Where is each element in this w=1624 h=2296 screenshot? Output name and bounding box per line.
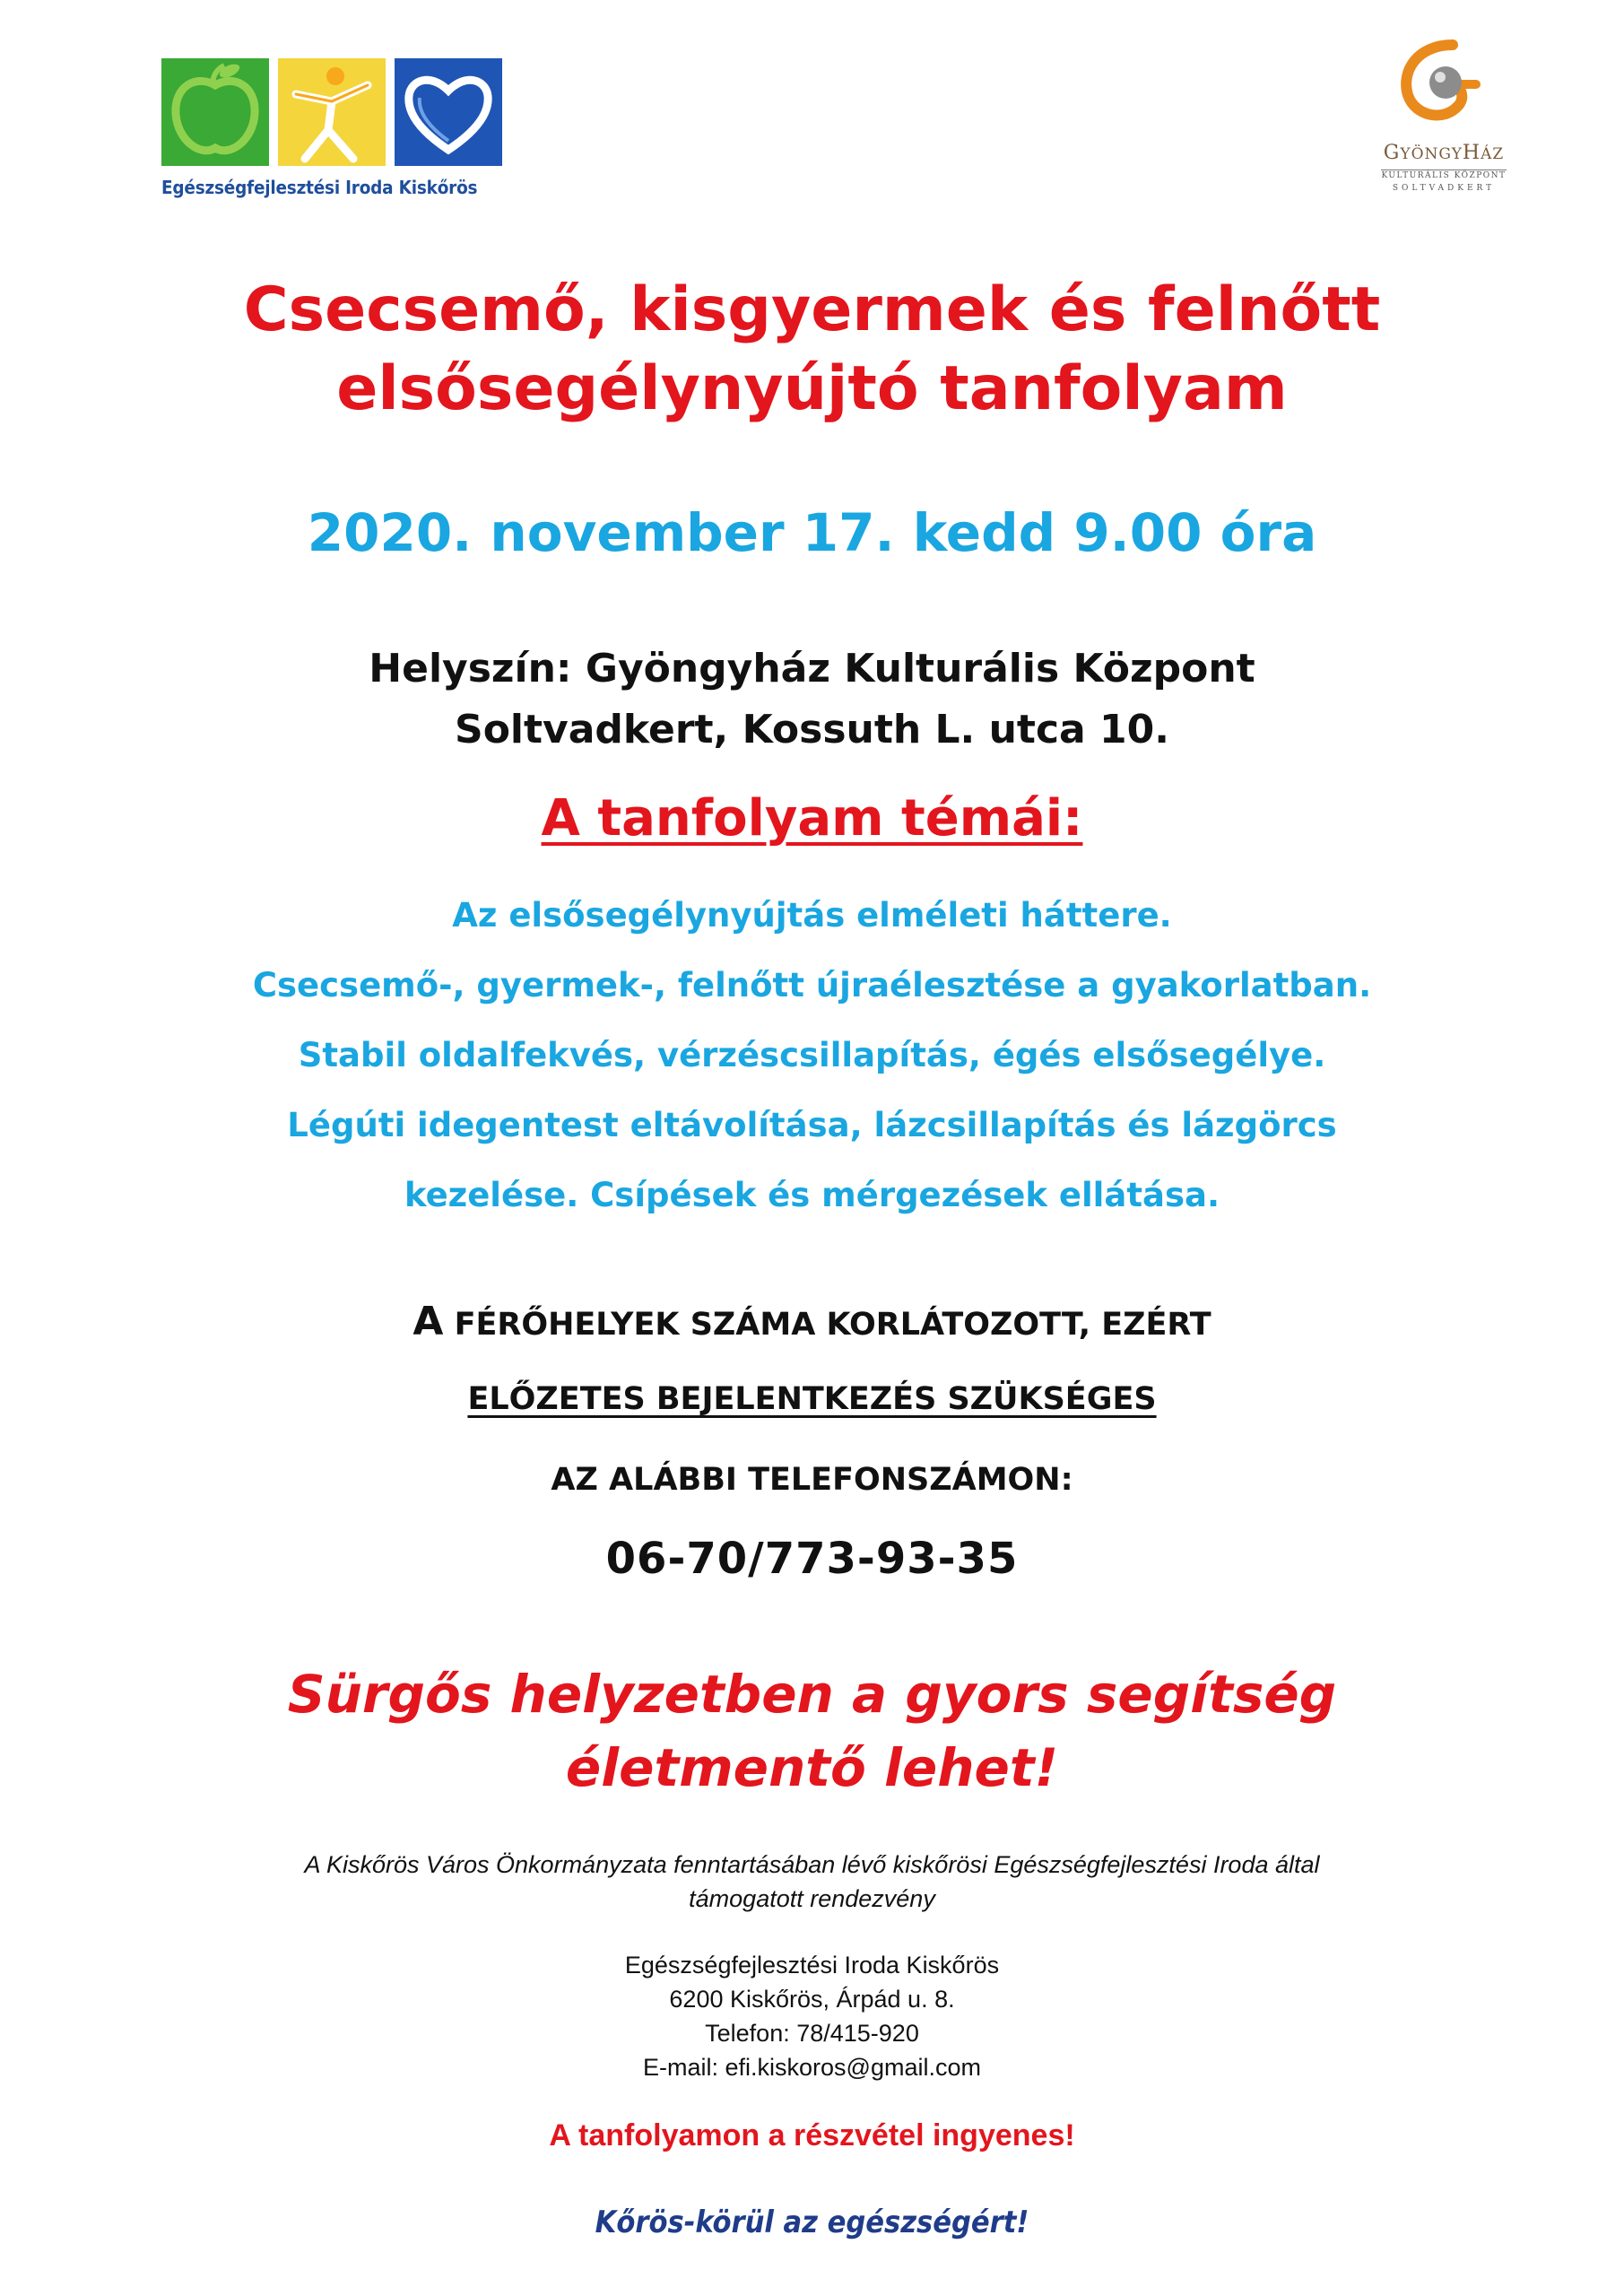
- event-date: 2020. november 17. kedd 9.00 óra: [307, 502, 1317, 563]
- topics-list: [0, 881, 1624, 1231]
- sponsor-note-line-2: támogatott rendezvény: [689, 1885, 935, 1912]
- phone-number: 06-70/773-93-35: [605, 1534, 1019, 1584]
- topic-line: Légúti idegentest eltávolítása, lázcsillapítás és lázgörcs: [287, 1106, 1337, 1144]
- slogan-line-1: Sürgős helyzetben a gyors segítség: [287, 1664, 1337, 1725]
- contact-phone: Telefon: 78/415-920: [705, 2020, 919, 2047]
- venue-line-2: Soltvadkert, Kossuth L. utca 10.: [455, 707, 1169, 752]
- gyongyhaz-town: SOLTVADKERT: [1392, 184, 1496, 193]
- contact-address: 6200 Kiskőrös, Árpád u. 8.: [669, 1986, 955, 2013]
- gyongyhaz-subtitle: KULTURÁLIS KÖZPONT: [1381, 171, 1507, 180]
- topic-line: Az elsősegélynyújtás elméleti háttere.: [452, 896, 1172, 935]
- notice-line-3: AZ ALÁBBI TELEFONSZÁMON:: [551, 1462, 1073, 1498]
- efi-logo-caption: Egészségfejlesztési Iroda Kiskőrös: [161, 177, 478, 198]
- topic-line: kezelése. Csípések és mérgezések ellátása.: [404, 1176, 1220, 1214]
- contact-org: Egészségfejlesztési Iroda Kiskőrös: [624, 1952, 1000, 1979]
- notice-line-2: ELŐZETES BEJELENTKEZÉS SZÜKSÉGES: [467, 1381, 1157, 1417]
- topic-line: Stabil oldalfekvés, vérzéscsillapítás, égés elsősegélye.: [298, 1036, 1326, 1074]
- sponsor-note-line-1: A Kiskőrös Város Önkormányzata fenntartásában lévő kiskőrösi Egészségfejlesztési Iroda által: [304, 1851, 1320, 1878]
- gyongyhaz-logo: [1363, 36, 1524, 193]
- figure-icon: [278, 58, 386, 166]
- pearl-icon: [1390, 36, 1498, 135]
- title-line-1: Csecsemő, kisgyermek és felnőtt: [243, 274, 1381, 345]
- slogan: [0, 1657, 1624, 1805]
- motto: Kőrös-körül az egészségért!: [595, 2205, 1029, 2240]
- topic-line: Csecsemő-, gyermek-, felnőtt újraélesztése a gyakorlatban.: [252, 966, 1372, 1004]
- free-participation: A tanfolyamon a részvétel ingyenes!: [549, 2118, 1075, 2152]
- gyongyhaz-name: GYÖNGYHÁZ: [1383, 142, 1505, 164]
- sponsor-note: [0, 1848, 1624, 1916]
- apple-icon: [161, 58, 269, 166]
- venue: [0, 639, 1624, 761]
- notice-line-1: A FÉRŐHELYEK SZÁMA KORLÁTOZOTT, EZÉRT: [413, 1299, 1211, 1344]
- page-title: [0, 271, 1624, 429]
- slogan-line-2: életmentő lehet!: [565, 1737, 1059, 1798]
- title-line-2: elsősegélynyújtó tanfolyam: [336, 353, 1288, 424]
- contact-email: E-mail: efi.kiskoros@gmail.com: [643, 2054, 981, 2081]
- contact-block: [0, 1948, 1624, 2084]
- efi-logo: [161, 58, 502, 211]
- venue-line-1: Helyszín: Gyöngyház Kulturális Központ: [369, 646, 1255, 691]
- topics-heading: A tanfolyam témái:: [541, 789, 1083, 848]
- heart-icon: [395, 58, 502, 166]
